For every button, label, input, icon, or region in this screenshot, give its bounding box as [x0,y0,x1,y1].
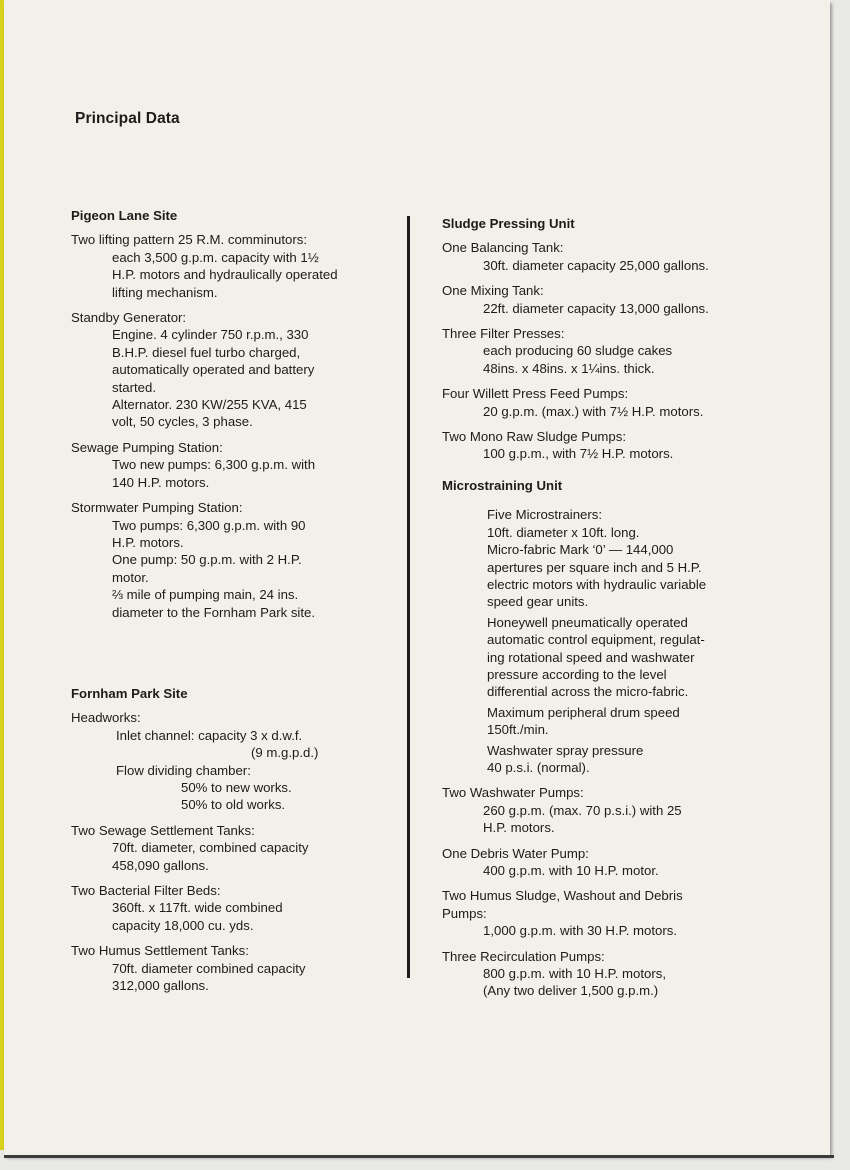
spec-line: 260 g.p.m. (max. 70 p.s.i.) with 25 [483,802,682,818]
spec-line: diameter to the Fornham Park site. [112,604,316,620]
spec-label: One Debris Water Pump: [442,845,589,861]
spec-line: Two pumps: 6,300 g.p.m. with 90 [112,517,306,533]
spec-line: 150ft./min. [487,722,549,738]
spec-line: pressure according to the level [487,666,667,682]
spec-line: Engine. 4 cylinder 750 r.p.m., 330 [112,327,309,343]
spec-line: Washwater spray pressure [487,742,644,758]
spec-line: ing rotational speed and washwater [487,649,695,665]
spec-line: One pump: 50 g.p.m. with 2 H.P. [112,552,302,568]
spec-item [442,887,782,939]
spec-line: H.P. motors and hydraulically operated [112,267,338,283]
spec-line: 140 H.P. motors. [112,474,210,490]
spec-line: each producing 60 sludge cakes [483,343,673,359]
spec-item [442,948,782,1000]
spec-line: 48ins. x 48ins. x 1¼ins. thick. [483,360,655,376]
spec-label: Two Mono Raw Sludge Pumps: [442,429,626,445]
spec-label: One Balancing Tank: [442,240,564,256]
spec-item [71,942,401,994]
spec-label-cont: Pumps: [442,905,487,921]
spec-line: each 3,500 g.p.m. capacity with 1½ [112,249,319,265]
spec-line: ⅔ mile of pumping main, 24 ins. [112,587,299,603]
page [4,0,830,1155]
column-divider [407,216,410,978]
spec-line: 1,000 g.p.m. with 30 H.P. motors. [483,923,677,939]
spec-line: 400 g.p.m. with 10 H.P. motor. [483,863,659,878]
spec-item [71,882,401,934]
section-heading-sludge-pressing: Sludge Pressing Unit [442,216,575,231]
spec-line: H.P. motors. [112,534,184,550]
spec-item [442,845,782,880]
section-heading-fornham-park: Fornham Park Site [71,685,188,701]
spray-pressure-block [442,742,782,777]
spec-line: lifting mechanism. [112,284,218,300]
spec-label: Three Recirculation Pumps: [442,948,605,964]
spec-line: started. [112,379,156,395]
spec-item [442,282,782,317]
spec-line: Alternator. 230 KW/255 KVA, 415 [112,397,307,413]
spec-line: Two new pumps: 6,300 g.p.m. with [112,457,316,473]
spec-line: speed gear units. [487,594,589,610]
spec-line: H.P. motors. [483,820,555,836]
control-equipment-block [442,614,782,701]
spec-line: Micro-fabric Mark ‘0’ — 144,000 [487,542,674,558]
spec-line: Maximum peripheral drum speed [487,704,680,720]
spec-label: One Mixing Tank: [442,283,544,299]
spec-line: differential across the micro-fabric. [487,684,689,700]
spec-label: Stormwater Pumping Station: [71,500,243,516]
spec-line: 70ft. diameter, combined capacity [112,840,309,856]
spec-line: 20 g.p.m. (max.) with 7½ H.P. motors. [483,403,704,419]
page-edge [4,1155,834,1158]
spec-line: motor. [112,569,149,585]
spec-line: automatic control equipment, regulat- [487,632,705,648]
spec-line: apertures per square inch and 5 H.P. [487,559,702,575]
spec-line: (9 m.g.p.d.) [251,745,319,761]
spec-line: (Any two deliver 1,500 g.p.m.) [483,983,659,999]
spec-item [71,822,401,874]
spec-line: Honeywell pneumatically operated [487,614,688,630]
spec-label: Headworks: [71,710,141,726]
spec-item [442,784,782,836]
page-title: Principal Data [75,110,180,127]
section-heading-microstraining: Microstraining Unit [442,477,563,493]
spec-label: Two Sewage Settlement Tanks: [71,822,255,838]
spec-line: 70ft. diameter combined capacity [112,960,306,976]
spec-line: Inlet channel: capacity 3 x d.w.f. [116,727,303,743]
spec-line: 10ft. diameter x 10ft. long. [487,524,640,540]
spec-label: Sewage Pumping Station: [71,439,223,455]
spec-item [442,325,782,377]
spec-label: Two Washwater Pumps: [442,785,584,801]
spec-line: B.H.P. diesel fuel turbo charged, [112,344,301,360]
spec-line: Five Microstrainers: [487,507,603,523]
spec-line: automatically operated and battery [112,362,315,378]
drum-speed-block [442,704,782,739]
spec-label: Two lifting pattern 25 R.M. comminutors: [71,232,307,248]
spec-item [442,239,782,274]
spec-item [71,439,401,491]
spec-line: 458,090 gallons. [112,857,209,873]
spec-item [71,309,401,431]
spec-line: 50% to old works. [181,797,286,813]
spec-item [71,231,401,301]
spec-label: Two Bacterial Filter Beds: [71,883,221,898]
left-column [71,207,401,1002]
spec-line: 50% to new works. [181,779,292,795]
spec-label: Three Filter Presses: [442,326,565,342]
spec-line: 22ft. diameter capacity 13,000 gallons. [483,300,709,316]
spec-line: 360ft. x 117ft. wide combined [112,900,283,916]
spec-label: Two Humus Sludge, Washout and Debris [442,888,683,904]
spec-line: Flow dividing chamber: [116,762,251,778]
spec-label: Two Humus Settlement Tanks: [71,943,249,959]
spec-item-headworks [71,709,401,813]
section-heading-pigeon-lane: Pigeon Lane Site [71,208,178,223]
spec-line: 100 g.p.m., with 7½ H.P. motors. [483,446,674,462]
spec-line: 800 g.p.m. with 10 H.P. motors, [483,966,667,982]
spec-item [71,499,401,621]
spec-line: electric motors with hydraulic variable [487,576,707,592]
microstrainer-block [442,506,782,610]
spec-item [442,385,782,420]
spec-label: Four Willett Press Feed Pumps: [442,386,629,402]
spec-label: Standby Generator: [71,310,187,326]
spec-line: capacity 18,000 cu. yds. [112,917,254,933]
spec-line: 40 p.s.i. (normal). [487,759,590,775]
spec-line: 30ft. diameter capacity 25,000 gallons. [483,257,709,273]
spec-line: volt, 50 cycles, 3 phase. [112,414,253,430]
right-column [442,215,782,1008]
spec-item [442,428,782,463]
spec-line: 312,000 gallons. [112,978,209,994]
